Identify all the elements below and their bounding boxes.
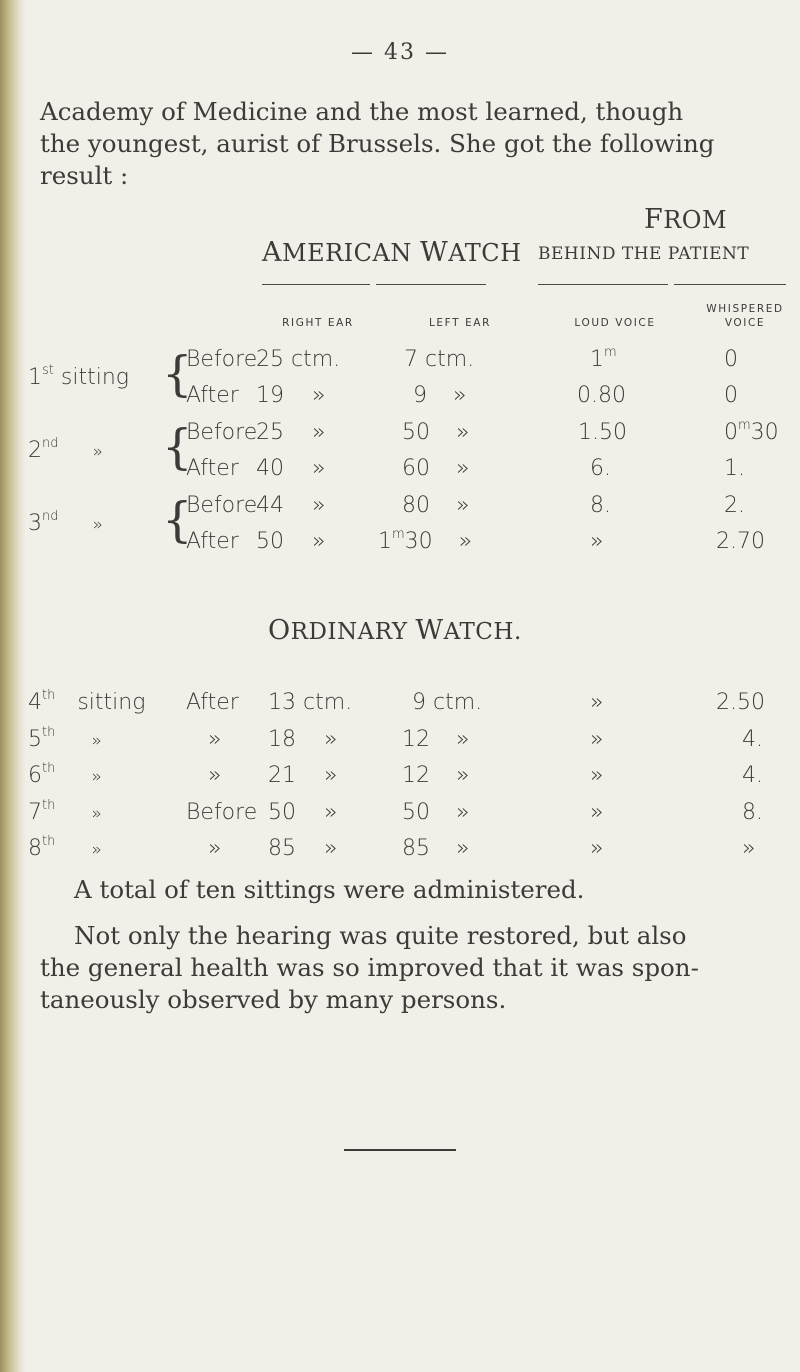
brace-sitting-2: { bbox=[162, 419, 193, 475]
top-row-5-left: 80 » bbox=[402, 493, 470, 518]
bottom-row-5-right: 85 » bbox=[268, 836, 338, 861]
bottom-row-2-loud: » bbox=[590, 727, 604, 752]
top-row-3-left: 50 » bbox=[402, 420, 470, 445]
top-row-4-left: 60 » bbox=[402, 456, 470, 481]
top-row-6-whisper: 2.70 bbox=[716, 529, 765, 554]
page-edge-shadow bbox=[0, 0, 26, 1372]
intro-line-3: result : bbox=[40, 161, 129, 190]
when-2-after: After bbox=[186, 456, 239, 481]
col-right-ear: RIGHT EAR bbox=[282, 317, 354, 329]
top-row-4-right: 40 » bbox=[256, 456, 326, 481]
col-left-ear: LEFT EAR bbox=[428, 317, 491, 329]
top-row-6-right: 50 » bbox=[256, 529, 326, 554]
top-row-6-left: 1$^m$30 » bbox=[378, 527, 473, 554]
col-whispered-1: WHISPERED bbox=[706, 303, 784, 315]
bottom-row-5-sitting: 8th » bbox=[28, 834, 102, 861]
top-row-5-whisper: 2. bbox=[724, 493, 745, 518]
header-american-watch: AMERICAN WATCH bbox=[262, 237, 522, 268]
intro-line-1: Academy of Medicine and the most learned, though bbox=[40, 97, 684, 126]
bottom-row-3-loud: » bbox=[590, 763, 604, 788]
closing-line-3: the general health was so improved that it was spon- bbox=[40, 953, 699, 982]
brace-american-right bbox=[376, 284, 486, 285]
closing-line-2: Not only the hearing was quite restored, but also bbox=[74, 921, 687, 950]
bottom-row-5-loud: » bbox=[590, 836, 604, 861]
bottom-row-2-left: 12 » bbox=[402, 727, 470, 752]
top-row-2-loud: 0.80 bbox=[577, 383, 626, 408]
bottom-row-1-when: After bbox=[186, 690, 239, 715]
bottom-row-1-sitting: 4th sitting bbox=[28, 688, 146, 715]
top-row-2-whisper: 0 bbox=[724, 383, 738, 408]
sitting-label-3: 3nd » bbox=[28, 509, 103, 536]
bottom-row-4-loud: » bbox=[590, 800, 604, 825]
bottom-row-2-when: » bbox=[208, 727, 222, 752]
top-row-2-right: 19 » bbox=[256, 383, 326, 408]
bottom-row-4-right: 50 » bbox=[268, 800, 338, 825]
top-row-3-loud: 1.50 bbox=[578, 420, 627, 445]
header-behind-patient: BEHIND THE PATIENT bbox=[538, 244, 750, 264]
top-row-6-loud: » bbox=[590, 529, 604, 554]
brace-sitting-1: { bbox=[162, 346, 193, 402]
bottom-row-5-whisper: » bbox=[742, 836, 756, 861]
brace-behind-left bbox=[538, 284, 668, 285]
sitting-label-2: 2nd » bbox=[28, 436, 103, 463]
bottom-row-1-loud: » bbox=[590, 690, 604, 715]
ordinary-watch-heading: ORDINARY WATCH. bbox=[268, 615, 522, 646]
bottom-row-1-whisper: 2.50 bbox=[716, 690, 765, 715]
top-row-1-loud: 1$^m$ bbox=[590, 345, 617, 372]
sitting-label-1: 1st sitting bbox=[28, 363, 129, 390]
closing-line-1: A total of ten sittings were administered. bbox=[74, 875, 585, 904]
bottom-row-2-sitting: 5th » bbox=[28, 725, 102, 752]
bottom-row-3-sitting: 6th » bbox=[28, 761, 102, 788]
bottom-row-4-whisper: 8. bbox=[742, 800, 763, 825]
bottom-row-3-whisper: 4. bbox=[742, 763, 763, 788]
section-rule bbox=[344, 1149, 456, 1151]
top-row-5-right: 44 » bbox=[256, 493, 326, 518]
when-3-after: After bbox=[186, 529, 239, 554]
bottom-row-3-left: 12 » bbox=[402, 763, 470, 788]
bottom-row-2-right: 18 » bbox=[268, 727, 338, 752]
when-1-before: Before bbox=[186, 347, 258, 372]
bottom-row-3-when: » bbox=[208, 763, 222, 788]
top-row-5-loud: 8. bbox=[590, 493, 611, 518]
when-3-before: Before bbox=[186, 493, 258, 518]
brace-american-left bbox=[262, 284, 370, 285]
page-number: — 43 — bbox=[351, 40, 449, 65]
top-row-4-whisper: 1. bbox=[724, 456, 745, 481]
top-row-3-right: 25 » bbox=[256, 420, 326, 445]
top-row-1-left: 7 ctm. bbox=[404, 347, 475, 372]
top-row-4-loud: 6. bbox=[590, 456, 611, 481]
top-row-1-whisper: 0 bbox=[724, 347, 738, 372]
brace-sitting-3: { bbox=[162, 492, 193, 548]
header-from: FROM bbox=[644, 204, 728, 235]
brace-behind-right bbox=[674, 284, 786, 285]
when-1-after: After bbox=[186, 383, 239, 408]
top-row-3-whisper: 0$^m$30 bbox=[724, 418, 779, 445]
bottom-row-1-right: 13 ctm. bbox=[268, 690, 353, 715]
intro-line-2: the youngest, aurist of Brussels. She got the following bbox=[40, 129, 715, 158]
bottom-row-3-right: 21 » bbox=[268, 763, 338, 788]
closing-line-4: taneously observed by many persons. bbox=[40, 985, 507, 1014]
bottom-row-2-whisper: 4. bbox=[742, 727, 763, 752]
bottom-row-4-sitting: 7th » bbox=[28, 798, 102, 825]
col-whispered-2: VOICE bbox=[724, 317, 766, 329]
bottom-row-4-when: Before bbox=[186, 800, 258, 825]
bottom-row-5-when: » bbox=[208, 836, 222, 861]
when-2-before: Before bbox=[186, 420, 258, 445]
col-loud-voice: LOUD VOICE bbox=[574, 317, 656, 329]
top-row-2-left: 9 » bbox=[413, 383, 467, 408]
bottom-row-1-left: 9 ctm. bbox=[412, 690, 483, 715]
top-row-1-right: 25 ctm. bbox=[256, 347, 341, 372]
bottom-row-4-left: 50 » bbox=[402, 800, 470, 825]
bottom-row-5-left: 85 » bbox=[402, 836, 470, 861]
